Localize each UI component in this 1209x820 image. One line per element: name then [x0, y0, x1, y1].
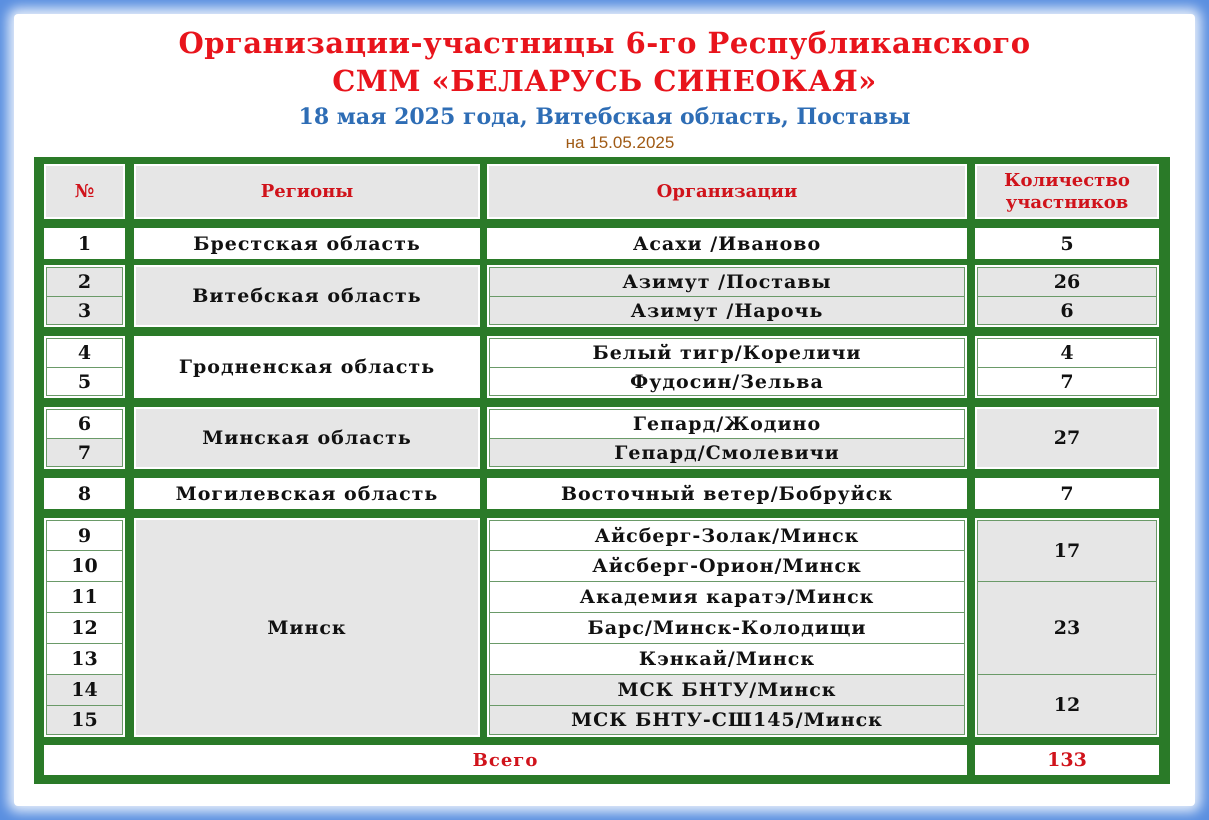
row-num-15: 15 [46, 705, 123, 735]
row-num-7: 7 [46, 438, 123, 467]
num-group-grodno [44, 336, 125, 398]
region-brest: Брестская область [134, 228, 480, 259]
num-group-minsk-obl [44, 407, 125, 469]
count-5: 7 [977, 367, 1157, 396]
row-num-8: 8 [44, 478, 125, 509]
header-num: № [44, 164, 125, 219]
count-group-grodno [975, 336, 1159, 398]
count-1: 5 [975, 228, 1159, 259]
header-count-line1: Количество [1004, 169, 1130, 191]
row-num-6: 6 [46, 409, 123, 439]
org-1: Асахи /Иваново [487, 228, 967, 259]
org-4: Белый тигр/Кореличи [489, 338, 965, 368]
header-regions: Регионы [134, 164, 480, 219]
region-mogilev: Могилевская область [134, 478, 480, 509]
row-num-11: 11 [46, 581, 123, 613]
num-group-minsk [44, 518, 125, 737]
count-3: 6 [977, 296, 1157, 325]
org-14: МСК БНТУ/Минск [489, 674, 965, 706]
org-7: Гепард/Смолевичи [489, 438, 965, 467]
org-9: Айсберг-Золак/Минск [489, 520, 965, 551]
count-9-10: 17 [977, 520, 1157, 582]
as-of-date: на 15.05.2025 [565, 133, 675, 152]
title-line-2: СММ «БЕЛАРУСЬ СИНЕОКАЯ» [332, 64, 877, 98]
participants-table [34, 157, 1170, 784]
region-vitebsk: Витебская область [134, 265, 480, 327]
num-group-vitebsk [44, 265, 125, 327]
count-8: 7 [975, 478, 1159, 509]
row-num-10: 10 [46, 550, 123, 582]
header-count [975, 164, 1159, 219]
total-label: Всего [44, 745, 967, 775]
header-organizations: Организации [487, 164, 967, 219]
row-num-2: 2 [46, 267, 123, 297]
org-group-grodno [487, 336, 967, 398]
row-num-14: 14 [46, 674, 123, 706]
org-13: Кэнкай/Минск [489, 643, 965, 675]
org-group-minsk-obl [487, 407, 967, 469]
count-6-7: 27 [975, 407, 1159, 469]
count-2: 26 [977, 267, 1157, 297]
org-6: Гепард/Жодино [489, 409, 965, 439]
header-count-line2: участников [1005, 191, 1129, 213]
count-4: 4 [977, 338, 1157, 368]
title-line-1: Организации-участницы 6-го Республиканского [178, 26, 1031, 60]
org-15: МСК БНТУ-СШ145/Минск [489, 705, 965, 735]
region-minsk-oblast: Минская область [134, 407, 480, 469]
row-num-12: 12 [46, 612, 123, 644]
org-11: Академия каратэ/Минск [489, 581, 965, 613]
org-group-vitebsk [487, 265, 967, 327]
count-group-minsk [975, 518, 1159, 737]
org-12: Барс/Минск-Колодищи [489, 612, 965, 644]
count-11-13: 23 [977, 581, 1157, 675]
org-10: Айсберг-Орион/Минск [489, 550, 965, 582]
row-num-9: 9 [46, 520, 123, 551]
region-minsk: Минск [134, 518, 480, 737]
org-5: Фудосин/Зельва [489, 367, 965, 396]
org-3: Азимут /Нарочь [489, 296, 965, 325]
row-num-4: 4 [46, 338, 123, 368]
row-num-3: 3 [46, 296, 123, 325]
total-value: 133 [975, 745, 1159, 775]
region-grodno: Гродненская область [134, 336, 480, 398]
org-group-minsk [487, 518, 967, 737]
subtitle-date-place: 18 мая 2025 года, Витебская область, Поставы [298, 104, 911, 130]
row-num-1: 1 [44, 228, 125, 259]
org-2: Азимут /Поставы [489, 267, 965, 297]
row-num-13: 13 [46, 643, 123, 675]
count-group-vitebsk [975, 265, 1159, 327]
org-8: Восточный ветер/Бобруйск [487, 478, 967, 509]
count-14-15: 12 [977, 674, 1157, 735]
row-num-5: 5 [46, 367, 123, 396]
